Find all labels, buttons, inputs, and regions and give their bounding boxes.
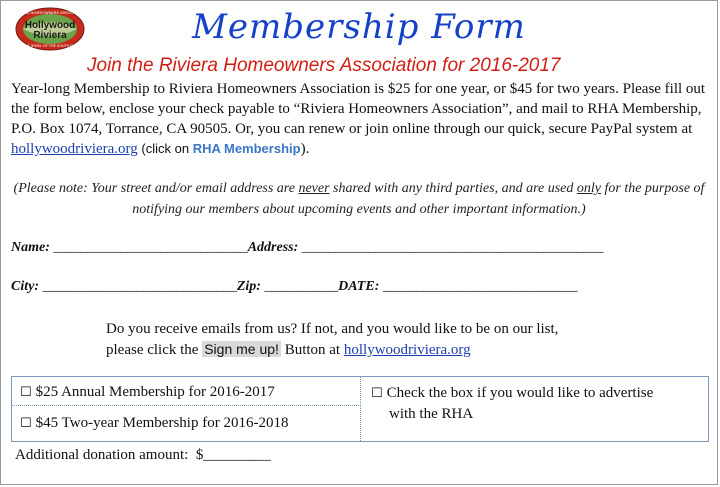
address-field[interactable]: _____________________________________________ — [301, 240, 604, 255]
city-zip-date-row — [11, 279, 577, 295]
signup-text: please click the — [106, 342, 203, 358]
note-text-3: for the purpose of notifying our members about upcoming events and other important information.) — [132, 181, 705, 217]
city-label: City: — [11, 279, 39, 294]
two-year-membership-option — [12, 406, 361, 441]
date-field[interactable]: _____________________________ — [382, 279, 578, 294]
logo-top-text: RIVIERA HOMEOWNERS ASSOCIATION — [15, 10, 85, 15]
name-address-row — [11, 240, 603, 256]
note-only: only — [576, 181, 601, 196]
date-label: DATE: — [338, 279, 380, 294]
donation-row — [15, 447, 271, 464]
website-link[interactable]: hollywoodriviera.org — [11, 141, 138, 157]
email-signup — [106, 319, 558, 360]
city-field[interactable]: _____________________________ — [42, 279, 237, 294]
annual-membership-checkbox[interactable]: ☐ — [20, 385, 32, 400]
form-subtitle: Join the Riviera Homeowners Association for 2016-2017 — [87, 55, 561, 76]
logo-bottom-text: THE JEWEL OF THE SOUTH BAY — [22, 44, 78, 48]
zip-field[interactable]: ___________ — [264, 279, 339, 294]
address-label: Address: — [247, 240, 299, 255]
donation-amount-field[interactable]: $_________ — [188, 447, 271, 463]
intro-end: ). — [300, 141, 310, 157]
rha-membership-link[interactable]: RHA Membership — [192, 141, 301, 156]
intro-paragraph — [11, 79, 713, 159]
advertise-label-1: Check the box if you would like to advertise — [386, 385, 654, 401]
note-text-2: shared with any third parties, and are used — [329, 181, 577, 196]
annual-membership-label: $25 Annual Membership for 2016-2017 — [35, 384, 275, 400]
annual-membership-option — [12, 377, 361, 406]
note-never: never — [298, 181, 330, 196]
two-year-membership-checkbox[interactable]: ☐ — [20, 416, 32, 431]
zip-label: Zip: — [236, 279, 261, 294]
advertise-label-2: with the RHA — [389, 406, 474, 422]
note-text-1: (Please note: Your street and/or email address are — [13, 181, 299, 196]
signup-line-1: Do you receive emails from us? If not, and you would like to be on our list, — [106, 321, 559, 337]
donation-label: Additional donation amount: — [15, 447, 189, 463]
signup-website-link[interactable]: hollywoodriviera.org — [343, 342, 471, 358]
logo-word-riviera: Riviera — [33, 30, 67, 41]
advertise-checkbox[interactable]: ☐ — [371, 386, 383, 401]
form-title: Membership Form — [192, 7, 526, 47]
click-on-text: (click on — [137, 141, 193, 156]
signup-text-after: Button at — [280, 342, 344, 358]
logo-word-hollywood: Hollywood — [24, 20, 76, 31]
sign-me-up-button[interactable]: Sign me up! — [204, 341, 279, 357]
signup-line-2 — [106, 339, 558, 360]
privacy-note — [1, 178, 717, 220]
two-year-membership-label: $45 Two-year Membership for 2016-2018 — [35, 415, 289, 431]
intro-text: Year-long Membership to Riviera Homeowners Association is $25 for one year, or $45 for two years. Please fill out the form below, enclose your check payable to “Riviera Homeowners Association”, and mail to RHA Membership, P.O. Box 1074, Torrance, CA 90505. Or, you can renew or join online through our quick, secure PayPal system at — [11, 81, 706, 137]
membership-options-table — [11, 376, 709, 442]
name-field[interactable]: _____________________________ — [53, 240, 248, 255]
advertise-option — [361, 377, 708, 441]
name-label: Name: — [11, 240, 50, 255]
